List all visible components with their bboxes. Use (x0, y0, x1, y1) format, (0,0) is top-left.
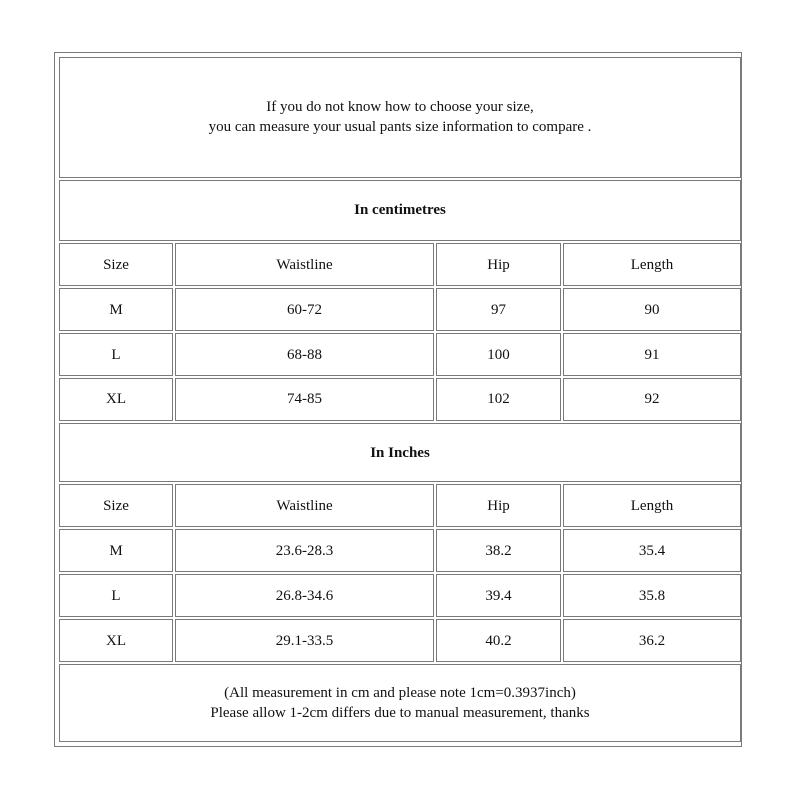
cm-header-hip: Hip (436, 243, 561, 286)
cm-cell-waistline: 60-72 (175, 288, 434, 331)
intro-line-2: you can measure your usual pants size information to compare . (208, 119, 592, 136)
footer-line-1: (All measurement in cm and please note 1cm=0.3937inch) (224, 685, 576, 702)
cm-cell-length: 91 (563, 333, 741, 376)
cm-cell-hip: 102 (436, 378, 561, 421)
in-header-hip: Hip (436, 484, 561, 527)
in-cell-length: 35.4 (563, 529, 741, 572)
in-cell-length: 36.2 (563, 619, 741, 662)
cm-header-length: Length (563, 243, 741, 286)
in-header-row (59, 484, 741, 527)
cm-cell-length: 92 (563, 378, 741, 421)
in-cell-hip: 39.4 (436, 574, 561, 617)
footer-note (59, 664, 741, 742)
in-row-l (59, 574, 741, 617)
intro-note (59, 57, 741, 178)
size-chart-table (57, 55, 743, 744)
cm-cell-waistline: 68-88 (175, 333, 434, 376)
in-cell-waistline: 26.8-34.6 (175, 574, 434, 617)
in-title-row (59, 423, 741, 482)
intro-row (59, 57, 741, 178)
in-cell-waistline: 23.6-28.3 (175, 529, 434, 572)
cm-title-row (59, 180, 741, 241)
in-cell-hip: 40.2 (436, 619, 561, 662)
in-cell-length: 35.8 (563, 574, 741, 617)
in-header-size: Size (59, 484, 173, 527)
in-row-m (59, 529, 741, 572)
footer-row (59, 664, 741, 742)
in-cell-hip: 38.2 (436, 529, 561, 572)
in-header-waistline: Waistline (175, 484, 434, 527)
in-header-length: Length (563, 484, 741, 527)
cm-cell-size: XL (59, 378, 173, 421)
in-cell-size: L (59, 574, 173, 617)
cm-section-title: In centimetres (59, 180, 741, 241)
intro-line-1: If you do not know how to choose your size, (266, 99, 534, 116)
in-section-title: In Inches (59, 423, 741, 482)
cm-cell-hip: 97 (436, 288, 561, 331)
cm-cell-size: M (59, 288, 173, 331)
in-cell-waistline: 29.1-33.5 (175, 619, 434, 662)
in-cell-size: M (59, 529, 173, 572)
cm-cell-size: L (59, 333, 173, 376)
cm-row-xl (59, 378, 741, 421)
cm-cell-hip: 100 (436, 333, 561, 376)
size-chart (54, 52, 742, 747)
footer-line-2: Please allow 1-2cm differs due to manual measurement, thanks (210, 705, 590, 722)
cm-header-size: Size (59, 243, 173, 286)
cm-row-l (59, 333, 741, 376)
cm-row-m (59, 288, 741, 331)
cm-header-row (59, 243, 741, 286)
in-row-xl (59, 619, 741, 662)
cm-cell-waistline: 74-85 (175, 378, 434, 421)
in-cell-size: XL (59, 619, 173, 662)
cm-cell-length: 90 (563, 288, 741, 331)
cm-header-waistline: Waistline (175, 243, 434, 286)
